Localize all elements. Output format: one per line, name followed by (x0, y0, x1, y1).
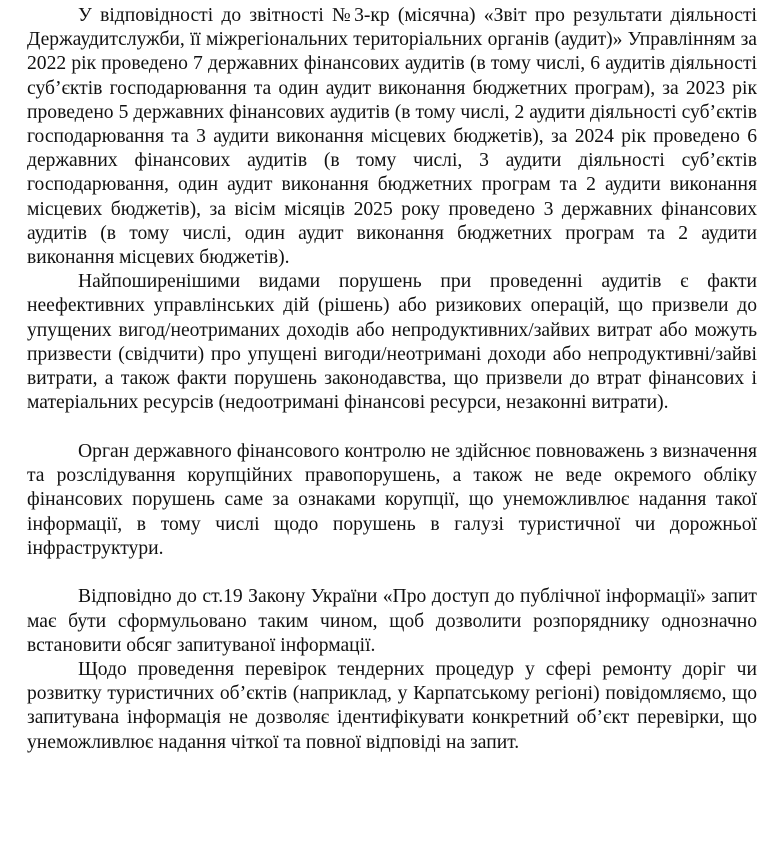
paragraph-spacer (27, 561, 757, 586)
paragraph-corruption-authority: Орган державного фінансового контролю не здійснює повноважень з визначення та розслідування корупційних правопорушень, а також не веде окремого обліку фінансових порушень саме за ознаками корупції, що унеможливлює надання такої інформації, в тому числі щодо порушень в галузі туристичної чи дорожньої інфраструктури. (27, 440, 757, 559)
paragraph-audit-statistics: У відповідності до звітності №3-кр (місячна) «Звіт про результати діяльності Держаудитслужби, її міжрегіональних територіальних органів (аудит)» Управлінням за 2022 рік проведено 7 державних фінансових аудитів (в тому числі, 6 аудитів діяльності суб’єктів господарювання та один аудит виконання бюджетних програм), за 2023 рік проведено 5 державних фінансових аудитів (в тому числі, 2 аудити діяльності суб’єктів господарювання та 3 аудити виконання місцевих бюджетів), за 2024 рік проведено 6 державних фінансових аудитів (в тому числі, 3 аудити діяльності суб’єктів господарювання, один аудит виконання бюджетних програм та 2 аудити виконання місцевих бюджетів), за вісім місяців 2025 року проведено 3 державних фінансових аудитів (в тому числі, один аудит виконання бюджетних програм та 2 аудити виконання місцевих бюджетів). (27, 5, 757, 269)
paragraph-law-reference: Відповідно до ст.19 Закону України «Про доступ до публічної інформації» запит має бути сформульовано таким чином, щоб дозволити розпоряднику однозначно встановити обсяг запитуваної інформації. (27, 586, 757, 656)
document-page (27, 4, 757, 755)
paragraph-tender-inspections: Щодо проведення перевірок тендерних процедур у сфері ремонту доріг чи розвитку туристичних об’єктів (наприклад, у Карпатському регіоні) повідомляємо, що запитувана інформація не дозволяє ідентифікувати конкретний об’єкт перевірки, що унеможливлює надання чіткої та повної відповіді на запит. (27, 659, 757, 753)
paragraph-common-violations: Найпоширенішими видами порушень при проведенні аудитів є факти неефективних управлінських дій (рішень) або ризикових операцій, що призвели до упущених вигод/неотриманих доходів або непродуктивних/зайвих витрат або можуть призвести (свідчити) про упущені вигоди/неотримані доходи або непродуктивні/зайві витрати, а також факти порушень законодавства, що призвели до втрат фінансових і матеріальних ресурсів (недоотримані фінансові ресурси, незаконні витрати). (27, 271, 757, 414)
paragraph-spacer (27, 415, 757, 440)
